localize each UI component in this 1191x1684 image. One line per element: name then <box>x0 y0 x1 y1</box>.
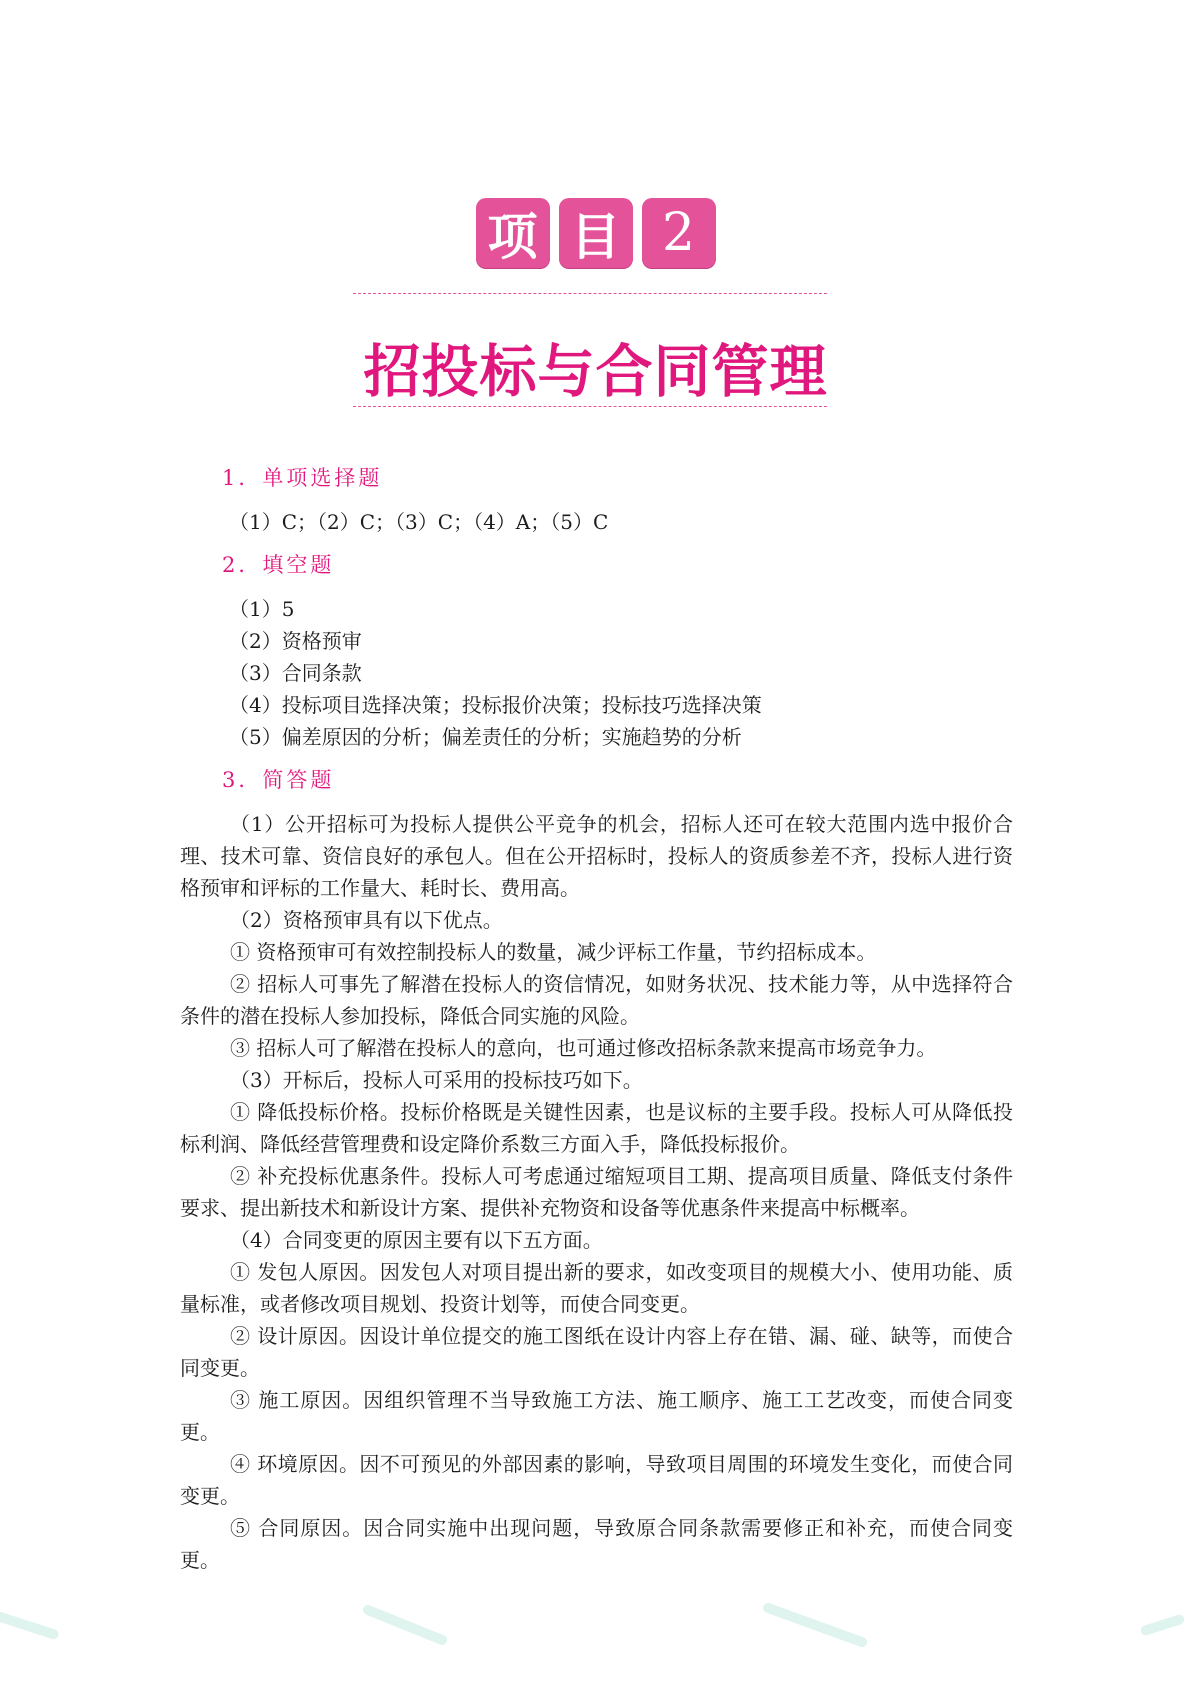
chapter-badge <box>0 198 1191 268</box>
section-heading-fill-blank: 2．填空题 <box>222 553 335 577</box>
section-heading-single-choice: 1．单项选择题 <box>222 466 383 490</box>
single-choice-answers: （1）C；（2）C；（3）C；（4）A；（5）C <box>229 510 609 534</box>
short-answer-paragraph: （1）公开招标可为投标人提供公平竞争的机会，招标人还可在较大范围内选中报价合理、技术可靠、资信良好的承包人。但在公开招标时，投标人的资质参差不齐，投标人进行资格预审和评标的工作量大、耗时长、费用高。 <box>180 812 1013 900</box>
watermark-stroke <box>1140 1613 1186 1636</box>
short-answer-paragraph: ① 发包人原因。因发包人对项目提出新的要求，如改变项目的规模大小、使用功能、质量标准，或者修改项目规划、投资计划等，而使合同变更。 <box>180 1260 1013 1316</box>
short-answer-paragraph: ③ 招标人可了解潜在投标人的意向，也可通过修改招标条款来提高市场竞争力。 <box>230 1036 937 1060</box>
short-answer-paragraph: ③ 施工原因。因组织管理不当导致施工方法、施工顺序、施工工艺改变，而使合同变更。 <box>180 1388 1013 1444</box>
watermark-stroke <box>0 1609 60 1640</box>
badge-char-2: 目 <box>559 198 633 268</box>
answer-content <box>180 462 1013 1576</box>
watermark-stroke <box>361 1604 448 1647</box>
short-answer-paragraph: （4）合同变更的原因主要有以下五方面。 <box>230 1228 603 1252</box>
badge-number: 2 <box>642 198 716 268</box>
short-answer-paragraph: ② 设计原因。因设计单位提交的施工图纸在设计内容上存在错、漏、碰、缺等，而使合同变更。 <box>180 1324 1013 1380</box>
title-divider-bottom <box>353 406 827 407</box>
fill-blank-answer: （4）投标项目选择决策；投标报价决策；投标技巧选择决策 <box>229 693 762 717</box>
watermark-stroke <box>762 1601 869 1648</box>
fill-blank-answer: （1）5 <box>229 597 295 621</box>
short-answer-paragraph: ② 招标人可事先了解潜在投标人的资信情况，如财务状况、技术能力等，从中选择符合条件的潜在投标人参加投标，降低合同实施的风险。 <box>180 972 1013 1028</box>
short-answer-paragraph: ① 降低投标价格。投标价格既是关键性因素，也是议标的主要手段。投标人可从降低投标利润、降低经营管理费和设定降价系数三方面入手，降低投标报价。 <box>180 1100 1013 1156</box>
short-answer-paragraph: （2）资格预审具有以下优点。 <box>230 908 503 932</box>
short-answer-paragraph: （3）开标后，投标人可采用的投标技巧如下。 <box>230 1068 643 1092</box>
short-answer-paragraph: ⑤ 合同原因。因合同实施中出现问题，导致原合同条款需要修正和补充，而使合同变更。 <box>180 1516 1013 1572</box>
fill-blank-answer: （5）偏差原因的分析；偏差责任的分析；实施趋势的分析 <box>229 725 742 749</box>
fill-blank-answer: （2）资格预审 <box>229 629 362 653</box>
title-divider-top <box>353 293 827 294</box>
fill-blank-list <box>180 593 1013 753</box>
fill-blank-answer: （3）合同条款 <box>229 661 362 685</box>
badge-char-1: 项 <box>476 198 550 268</box>
short-answer-body <box>180 808 1013 1576</box>
short-answer-paragraph: ④ 环境原因。因不可预见的外部因素的影响，导致项目周围的环境发生变化，而使合同变更。 <box>180 1452 1013 1508</box>
section-heading-short-answer: 3．简答题 <box>222 768 335 792</box>
short-answer-paragraph: ② 补充投标优惠条件。投标人可考虑通过缩短项目工期、提高项目质量、降低支付条件要求、提出新技术和新设计方案、提供补充物资和设备等优惠条件来提高中标概率。 <box>180 1164 1013 1220</box>
chapter-title: 招投标与合同管理 <box>363 339 828 405</box>
short-answer-paragraph: ① 资格预审可有效控制投标人的数量，减少评标工作量，节约招标成本。 <box>230 940 877 964</box>
